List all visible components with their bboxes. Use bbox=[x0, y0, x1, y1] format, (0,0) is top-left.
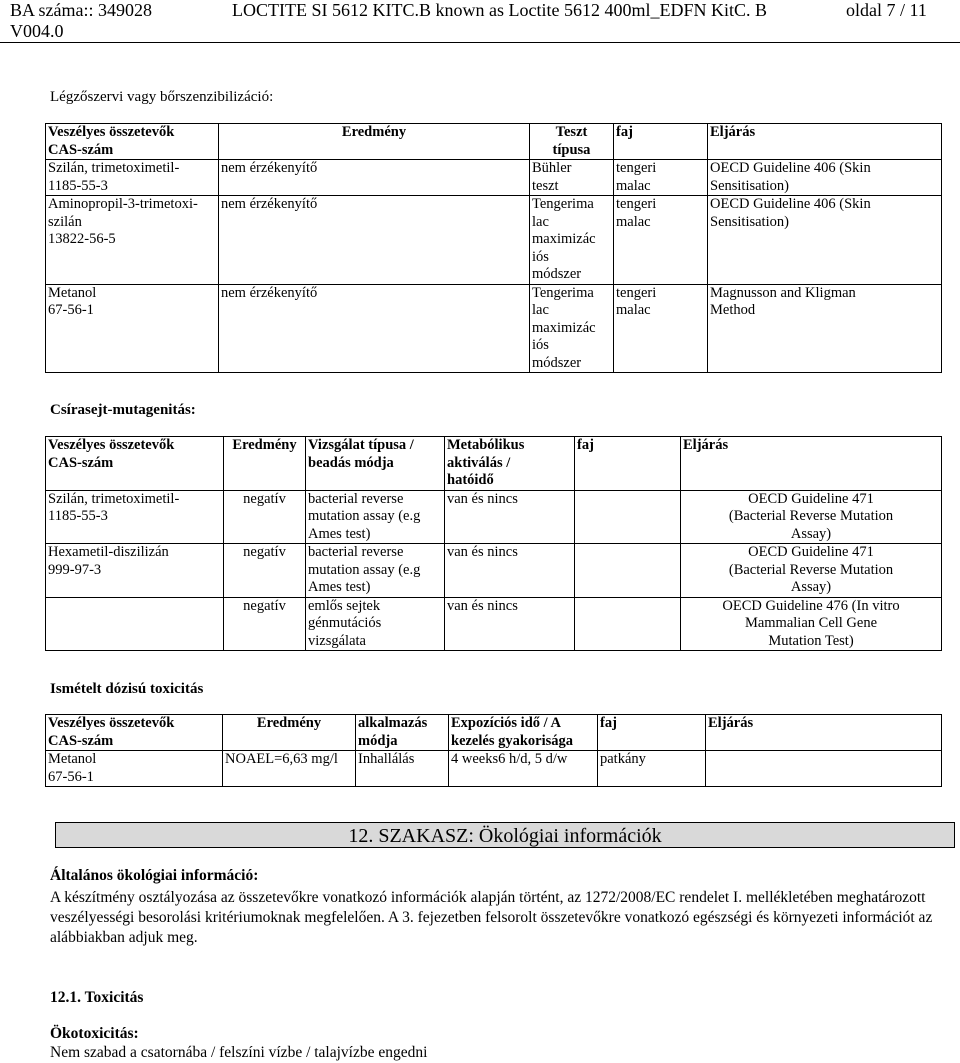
result-cell: nem érzékenyítő bbox=[219, 196, 530, 285]
ecotoxicity-heading: Ökotoxicitás: bbox=[50, 1025, 139, 1042]
column-header-test-type: Vizsgálat típusa / beadás módja bbox=[306, 437, 445, 491]
column-header-method: Eljárás bbox=[706, 715, 942, 751]
table-row bbox=[46, 196, 942, 285]
result-cell: nem érzékenyítő bbox=[219, 160, 530, 196]
repeated-dose-heading: Ismételt dózisú toxicitás bbox=[50, 681, 204, 697]
header-divider bbox=[0, 42, 960, 43]
ingredient-cell bbox=[46, 597, 224, 651]
header-product-name: LOCTITE SI 5612 KITC.B known as Loctite 5612 400ml_EDFN KitC. B bbox=[232, 0, 767, 20]
ingredient-cell: Metanol 67-56-1 bbox=[46, 751, 223, 787]
test-type-cell: Tengerima lac maximizác iós módszer bbox=[530, 196, 614, 285]
toxicity-subheading: 12.1. Toxicitás bbox=[50, 989, 144, 1006]
result-cell: negatív bbox=[224, 490, 306, 544]
column-header-exposure: Expozíciós idő / A kezelés gyakorisága bbox=[449, 715, 598, 751]
repeated-dose-table bbox=[45, 714, 942, 787]
table-row bbox=[46, 544, 942, 598]
mutagenicity-table bbox=[45, 436, 942, 651]
table-row bbox=[46, 160, 942, 196]
column-header-metabolic-activation: Metabólikus aktiválás / hatóidő bbox=[445, 437, 575, 491]
column-header-route: alkalmazás módja bbox=[356, 715, 449, 751]
result-cell: nem érzékenyítő bbox=[219, 284, 530, 373]
ingredient-cell: Aminopropil-3-trimetoxi- szilán 13822-56-5 bbox=[46, 196, 219, 285]
method-cell: Magnusson and Kligman Method bbox=[708, 284, 942, 373]
metabolic-activation-cell: van és nincs bbox=[445, 544, 575, 598]
species-cell bbox=[575, 490, 681, 544]
method-cell: OECD Guideline 406 (Skin Sensitisation) bbox=[708, 196, 942, 285]
method-cell: OECD Guideline 476 (In vitro Mammalian Cell Gene Mutation Test) bbox=[681, 597, 942, 651]
ecotoxicity-text: Nem szabad a csatornába / felszíni vízbe / talajvízbe engedni bbox=[50, 1044, 428, 1061]
result-cell: negatív bbox=[224, 597, 306, 651]
test-type-cell: bacterial reverse mutation assay (e.g Ames test) bbox=[306, 490, 445, 544]
metabolic-activation-cell: van és nincs bbox=[445, 597, 575, 651]
method-cell: OECD Guideline 471 (Bacterial Reverse Mutation Assay) bbox=[681, 544, 942, 598]
ingredient-cell: Szilán, trimetoximetil- 1185-55-3 bbox=[46, 160, 219, 196]
species-cell: tengeri malac bbox=[614, 160, 708, 196]
metabolic-activation-cell: van és nincs bbox=[445, 490, 575, 544]
column-header-species: faj bbox=[598, 715, 706, 751]
table-row bbox=[46, 751, 942, 787]
method-cell: OECD Guideline 406 (Skin Sensitisation) bbox=[708, 160, 942, 196]
column-header-species: faj bbox=[575, 437, 681, 491]
table-row bbox=[46, 490, 942, 544]
species-cell: patkány bbox=[598, 751, 706, 787]
column-header-species: faj bbox=[614, 124, 708, 160]
sensitization-heading: Légzőszervi vagy bőrszenzibilizáció: bbox=[50, 89, 274, 105]
exposure-cell: 4 weeks6 h/d, 5 d/w bbox=[449, 751, 598, 787]
column-header-method: Eljárás bbox=[681, 437, 942, 491]
test-type-cell: bacterial reverse mutation assay (e.g Ames test) bbox=[306, 544, 445, 598]
column-header-ingredient: Veszélyes összetevők CAS-szám bbox=[46, 437, 224, 491]
species-cell bbox=[575, 544, 681, 598]
result-cell: negatív bbox=[224, 544, 306, 598]
table-header-row bbox=[46, 124, 942, 160]
header-version: V004.0 bbox=[10, 21, 64, 41]
header-page-number: oldal 7 / 11 bbox=[846, 0, 927, 20]
ingredient-cell: Metanol 67-56-1 bbox=[46, 284, 219, 373]
section-12-bar bbox=[55, 822, 955, 848]
method-cell: OECD Guideline 471 (Bacterial Reverse Mutation Assay) bbox=[681, 490, 942, 544]
section-12-title: 12. SZAKASZ: Ökológiai információk bbox=[348, 825, 662, 847]
table-row bbox=[46, 284, 942, 373]
header-doc-number: BA száma:: 349028 bbox=[10, 0, 152, 20]
column-header-result: Eredmény bbox=[224, 437, 306, 491]
test-type-cell: emlős sejtek génmutációs vizsgálata bbox=[306, 597, 445, 651]
general-ecological-text: A készítmény osztályozása az összetevőkre vonatkozó információk alapján történt, az 1272/2008/EC rendelet I. mellékletében meghatározott veszélyességi besorolási kritériumoknak megfelelően. A 3. fejezetben felsorolt összetevőkre vonatkozó egészségi és környezeti információt az alábbiakban adjuk meg. bbox=[50, 889, 933, 946]
test-type-cell: Tengerima lac maximizác iós módszer bbox=[530, 284, 614, 373]
column-header-ingredient: Veszélyes összetevők CAS-szám bbox=[46, 124, 219, 160]
sensitization-table bbox=[45, 123, 942, 373]
ingredient-cell: Hexametil-diszilizán 999-97-3 bbox=[46, 544, 224, 598]
column-header-method: Eljárás bbox=[708, 124, 942, 160]
column-header-result: Eredmény bbox=[223, 715, 356, 751]
species-cell: tengeri malac bbox=[614, 284, 708, 373]
column-header-result: Eredmény bbox=[219, 124, 530, 160]
test-type-cell: Bühler teszt bbox=[530, 160, 614, 196]
ingredient-cell: Szilán, trimetoximetil- 1185-55-3 bbox=[46, 490, 224, 544]
method-cell bbox=[706, 751, 942, 787]
route-cell: Inhallálás bbox=[356, 751, 449, 787]
species-cell bbox=[575, 597, 681, 651]
table-header-row bbox=[46, 437, 942, 491]
table-header-row bbox=[46, 715, 942, 751]
result-cell: NOAEL=6,63 mg/l bbox=[223, 751, 356, 787]
mutagenicity-heading: Csírasejt-mutagenitás: bbox=[50, 402, 196, 418]
table-row bbox=[46, 597, 942, 651]
species-cell: tengeri malac bbox=[614, 196, 708, 285]
general-ecological-heading: Általános ökológiai információ: bbox=[50, 867, 259, 884]
column-header-test-type: Teszt típusa bbox=[530, 124, 614, 160]
column-header-ingredient: Veszélyes összetevők CAS-szám bbox=[46, 715, 223, 751]
